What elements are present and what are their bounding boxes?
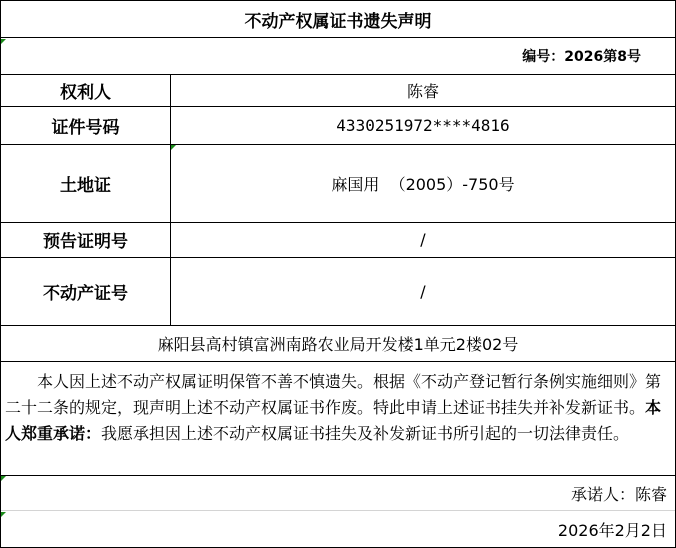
field-value: / [420, 230, 426, 249]
field-value: 4330251972****4816 [336, 115, 510, 135]
declaration-date: 2026年2月2日 [557, 520, 667, 540]
field-row-id-number [0, 106, 676, 145]
comment-marker-icon [1, 476, 6, 481]
serial-row [0, 38, 676, 74]
field-value: 陈睿 [406, 82, 439, 101]
declaration-part-1: 本人因上述不动产权属证明保管不善不慎遗失。根据《不动产登记暂行条例实施细则》第二十二条的规定，现声明上述不动产权属证书作废。特此申请上述证书挂失并补发新证书。 [5, 372, 662, 417]
solemn-pledge-label: 本人郑重承诺： [5, 398, 662, 443]
date-row [0, 511, 676, 548]
signer-row [0, 475, 676, 511]
field-label: 权利人 [1, 75, 171, 106]
field-row-advance-notice [0, 222, 676, 258]
field-row-property-certificate [0, 257, 676, 326]
field-row-rights-holder [0, 74, 676, 107]
comment-marker-icon [171, 145, 176, 150]
address-row [0, 325, 676, 362]
comment-marker-icon [1, 512, 6, 517]
property-address: 麻阳县高村镇富洲南路农业局开发楼1单元2楼02号 [157, 334, 519, 354]
declaration-part-2: 我愿承担因上述不动产权属证书挂失及补发新证书所引起的一切法律责任。 [101, 424, 630, 443]
field-value: 麻国用 （2005）-750号 [331, 174, 515, 194]
page-title: 不动产权属证书遗失声明 [244, 11, 432, 32]
title-row [0, 0, 676, 38]
statement-block [0, 361, 676, 476]
declaration-text [5, 369, 667, 447]
field-label: 不动产证号 [1, 257, 171, 325]
field-label: 证件号码 [1, 106, 171, 144]
field-value: / [420, 281, 426, 301]
field-label: 土地证 [1, 144, 171, 222]
comment-marker-icon [1, 39, 6, 44]
serial-number: 编号：2026第8号 [522, 49, 641, 65]
field-row-land-certificate [0, 144, 676, 223]
field-label: 预告证明号 [1, 222, 171, 257]
pledger-signature: 承诺人：陈睿 [570, 484, 667, 504]
